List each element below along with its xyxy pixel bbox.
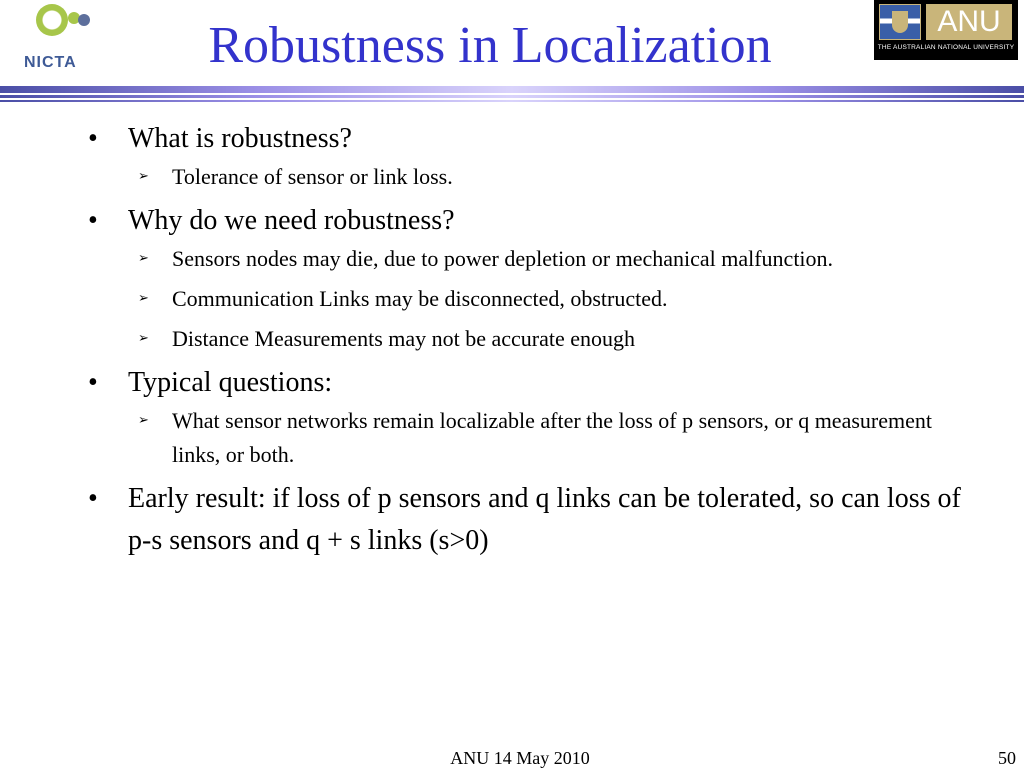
anu-logo-text: ANU: [937, 5, 1001, 38]
bullet-item: [84, 362, 984, 404]
sub-bullet-item: [84, 322, 984, 356]
bullet-dot-icon: •: [88, 483, 98, 514]
nicta-logo: [0, 0, 100, 80]
sub-bullet-item: [84, 242, 984, 276]
bullet-dot-icon: •: [88, 123, 98, 154]
sub-bullet-text: What sensor networks remain localizable after the loss of p sensors, or q measurement links, or both.: [172, 408, 932, 467]
arrow-bullet-icon: ➢: [138, 169, 149, 184]
bullet-item: [84, 118, 984, 160]
sub-bullet-item: [84, 282, 984, 316]
page-number: 50: [998, 748, 1016, 768]
bullet-text: Why do we need robustness?: [128, 205, 455, 236]
sub-bullet-item: [84, 404, 984, 472]
bullet-dot-icon: •: [88, 367, 98, 398]
arrow-bullet-icon: ➢: [138, 331, 149, 346]
sub-bullet-text: Sensors nodes may die, due to power depletion or mechanical malfunction.: [172, 246, 834, 271]
sub-bullet-text: Distance Measurements may not be accurate enough: [172, 326, 636, 351]
sub-bullet-text: Tolerance of sensor or link loss.: [172, 164, 453, 189]
bullet-item: [84, 478, 984, 562]
bullet-text: Early result: if loss of p sensors and q links can be tolerated, so can loss of p-s sensors and q + s links (s>0): [128, 483, 961, 556]
sub-bullet-item: [84, 160, 984, 194]
anu-crest-icon: [879, 4, 921, 40]
nicta-logo-text: NICTA: [24, 54, 77, 71]
sub-bullet-text: Communication Links may be disconnected, obstructed.: [172, 286, 668, 311]
arrow-bullet-icon: ➢: [138, 251, 149, 266]
nicta-logo-ring-icon: [36, 4, 68, 36]
arrow-bullet-icon: ➢: [138, 291, 149, 306]
anu-tagline: THE AUSTRALIAN NATIONAL UNIVERSITY: [877, 44, 1015, 51]
arrow-bullet-icon: ➢: [138, 413, 149, 428]
anu-logo: [874, 0, 1018, 60]
slide-body: [84, 118, 984, 564]
bullet-text: What is robustness?: [128, 123, 352, 154]
bullet-text: Typical questions:: [128, 367, 333, 398]
slide-title: Robustness in Localization: [208, 17, 772, 74]
bullet-dot-icon: •: [88, 205, 98, 236]
footer-date: ANU 14 May 2010: [450, 748, 590, 768]
bullet-item: [84, 200, 984, 242]
header-divider: [0, 86, 1024, 102]
nicta-logo-blue-dot-icon: [78, 14, 90, 26]
